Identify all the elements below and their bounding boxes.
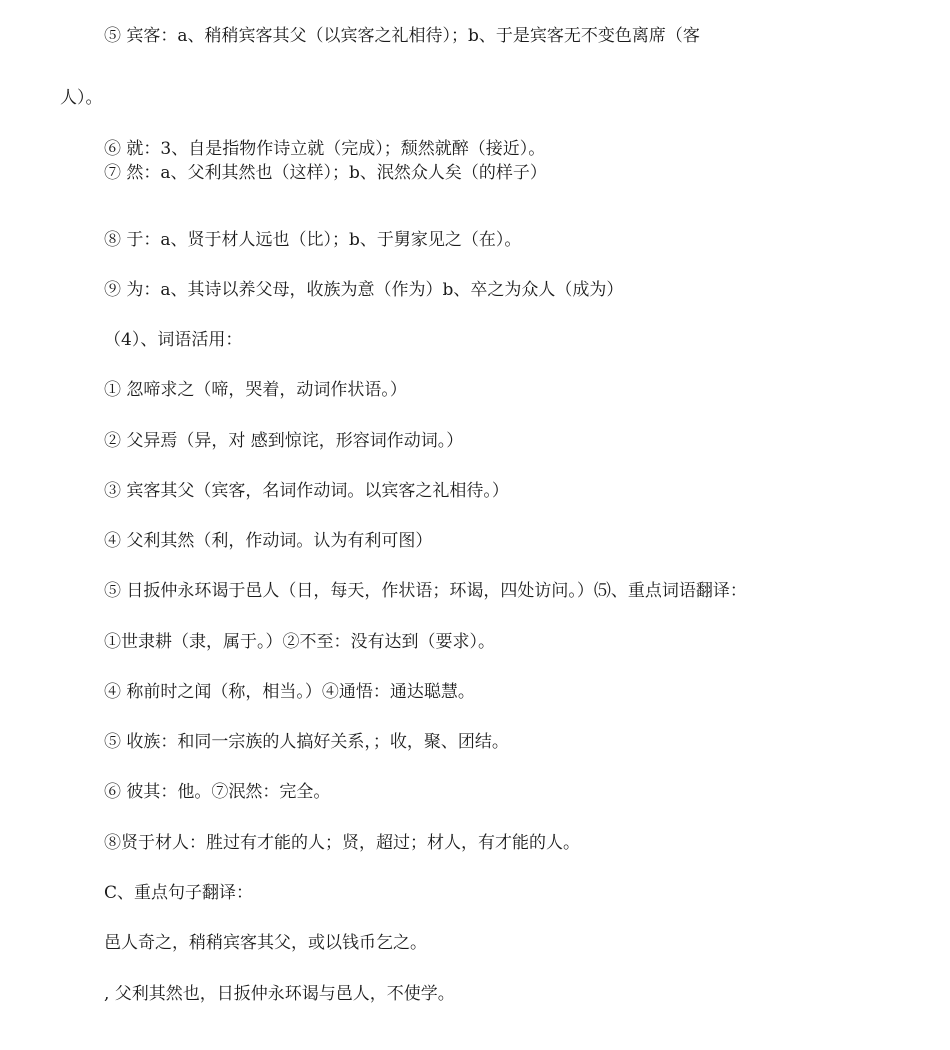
text-line: 人）。 bbox=[60, 88, 103, 108]
text-line: ④ 父利其然（利，作动词。认为有利可图） bbox=[104, 531, 433, 551]
section-heading: C、重点句子翻译： bbox=[104, 883, 254, 903]
text-line: ① 忽啼求之（啼，哭着，动词作状语。） bbox=[104, 380, 407, 400]
text-line: ⑥ 就：3、自是指物作诗立就（完成）；颓然就醉（接近）。 bbox=[104, 139, 546, 159]
text-line: ⑧ 于：a、贤于材人远也（比）；b、于舅家见之（在）。 bbox=[104, 230, 522, 250]
text-line: 邑人奇之，稍稍宾客其父，或以钱币乞之。 bbox=[104, 933, 427, 953]
text-line: ⑤ 宾客：a、稍稍宾客其父（以宾客之礼相待）；b、于是宾客无不变色离席（客 bbox=[104, 26, 700, 46]
text-line: ①世隶耕（隶，属于。）②不至：没有达到（要求）。 bbox=[104, 632, 495, 652]
section-heading: （4）、词语活用： bbox=[104, 330, 243, 350]
text-line: ② 父异焉（异，对 感到惊诧，形容词作动词。） bbox=[104, 431, 464, 451]
text-line: ⑧贤于材人：胜过有才能的人；贤，超过；材人，有才能的人。 bbox=[104, 833, 580, 853]
text-line: ⑦ 然：a、父利其然也（这样）；b、泯然众人矣（的样子） bbox=[104, 163, 547, 183]
text-line: , 父利其然也，日扳仲永环谒与邑人，不使学。 bbox=[104, 984, 455, 1004]
text-line: ⑤ 收族：和同一宗族的人搞好关系，；收，聚、团结。 bbox=[104, 732, 509, 752]
text-line: ④ 称前时之闻（称，相当。）④通悟：通达聪慧。 bbox=[104, 682, 475, 702]
text-line: ⑨ 为：a、其诗以养父母，收族为意（作为）b、卒之为众人（成为） bbox=[104, 280, 624, 300]
text-line: ⑤ 日扳仲永环谒于邑人（日，每天，作状语；环谒，四处访问。）⑸、重点词语翻译： bbox=[104, 581, 747, 601]
text-line: ③ 宾客其父（宾客，名词作动词。以宾客之礼相待。） bbox=[104, 481, 509, 501]
text-line: ⑥ 彼其：他。⑦泯然：完全。 bbox=[104, 782, 331, 802]
